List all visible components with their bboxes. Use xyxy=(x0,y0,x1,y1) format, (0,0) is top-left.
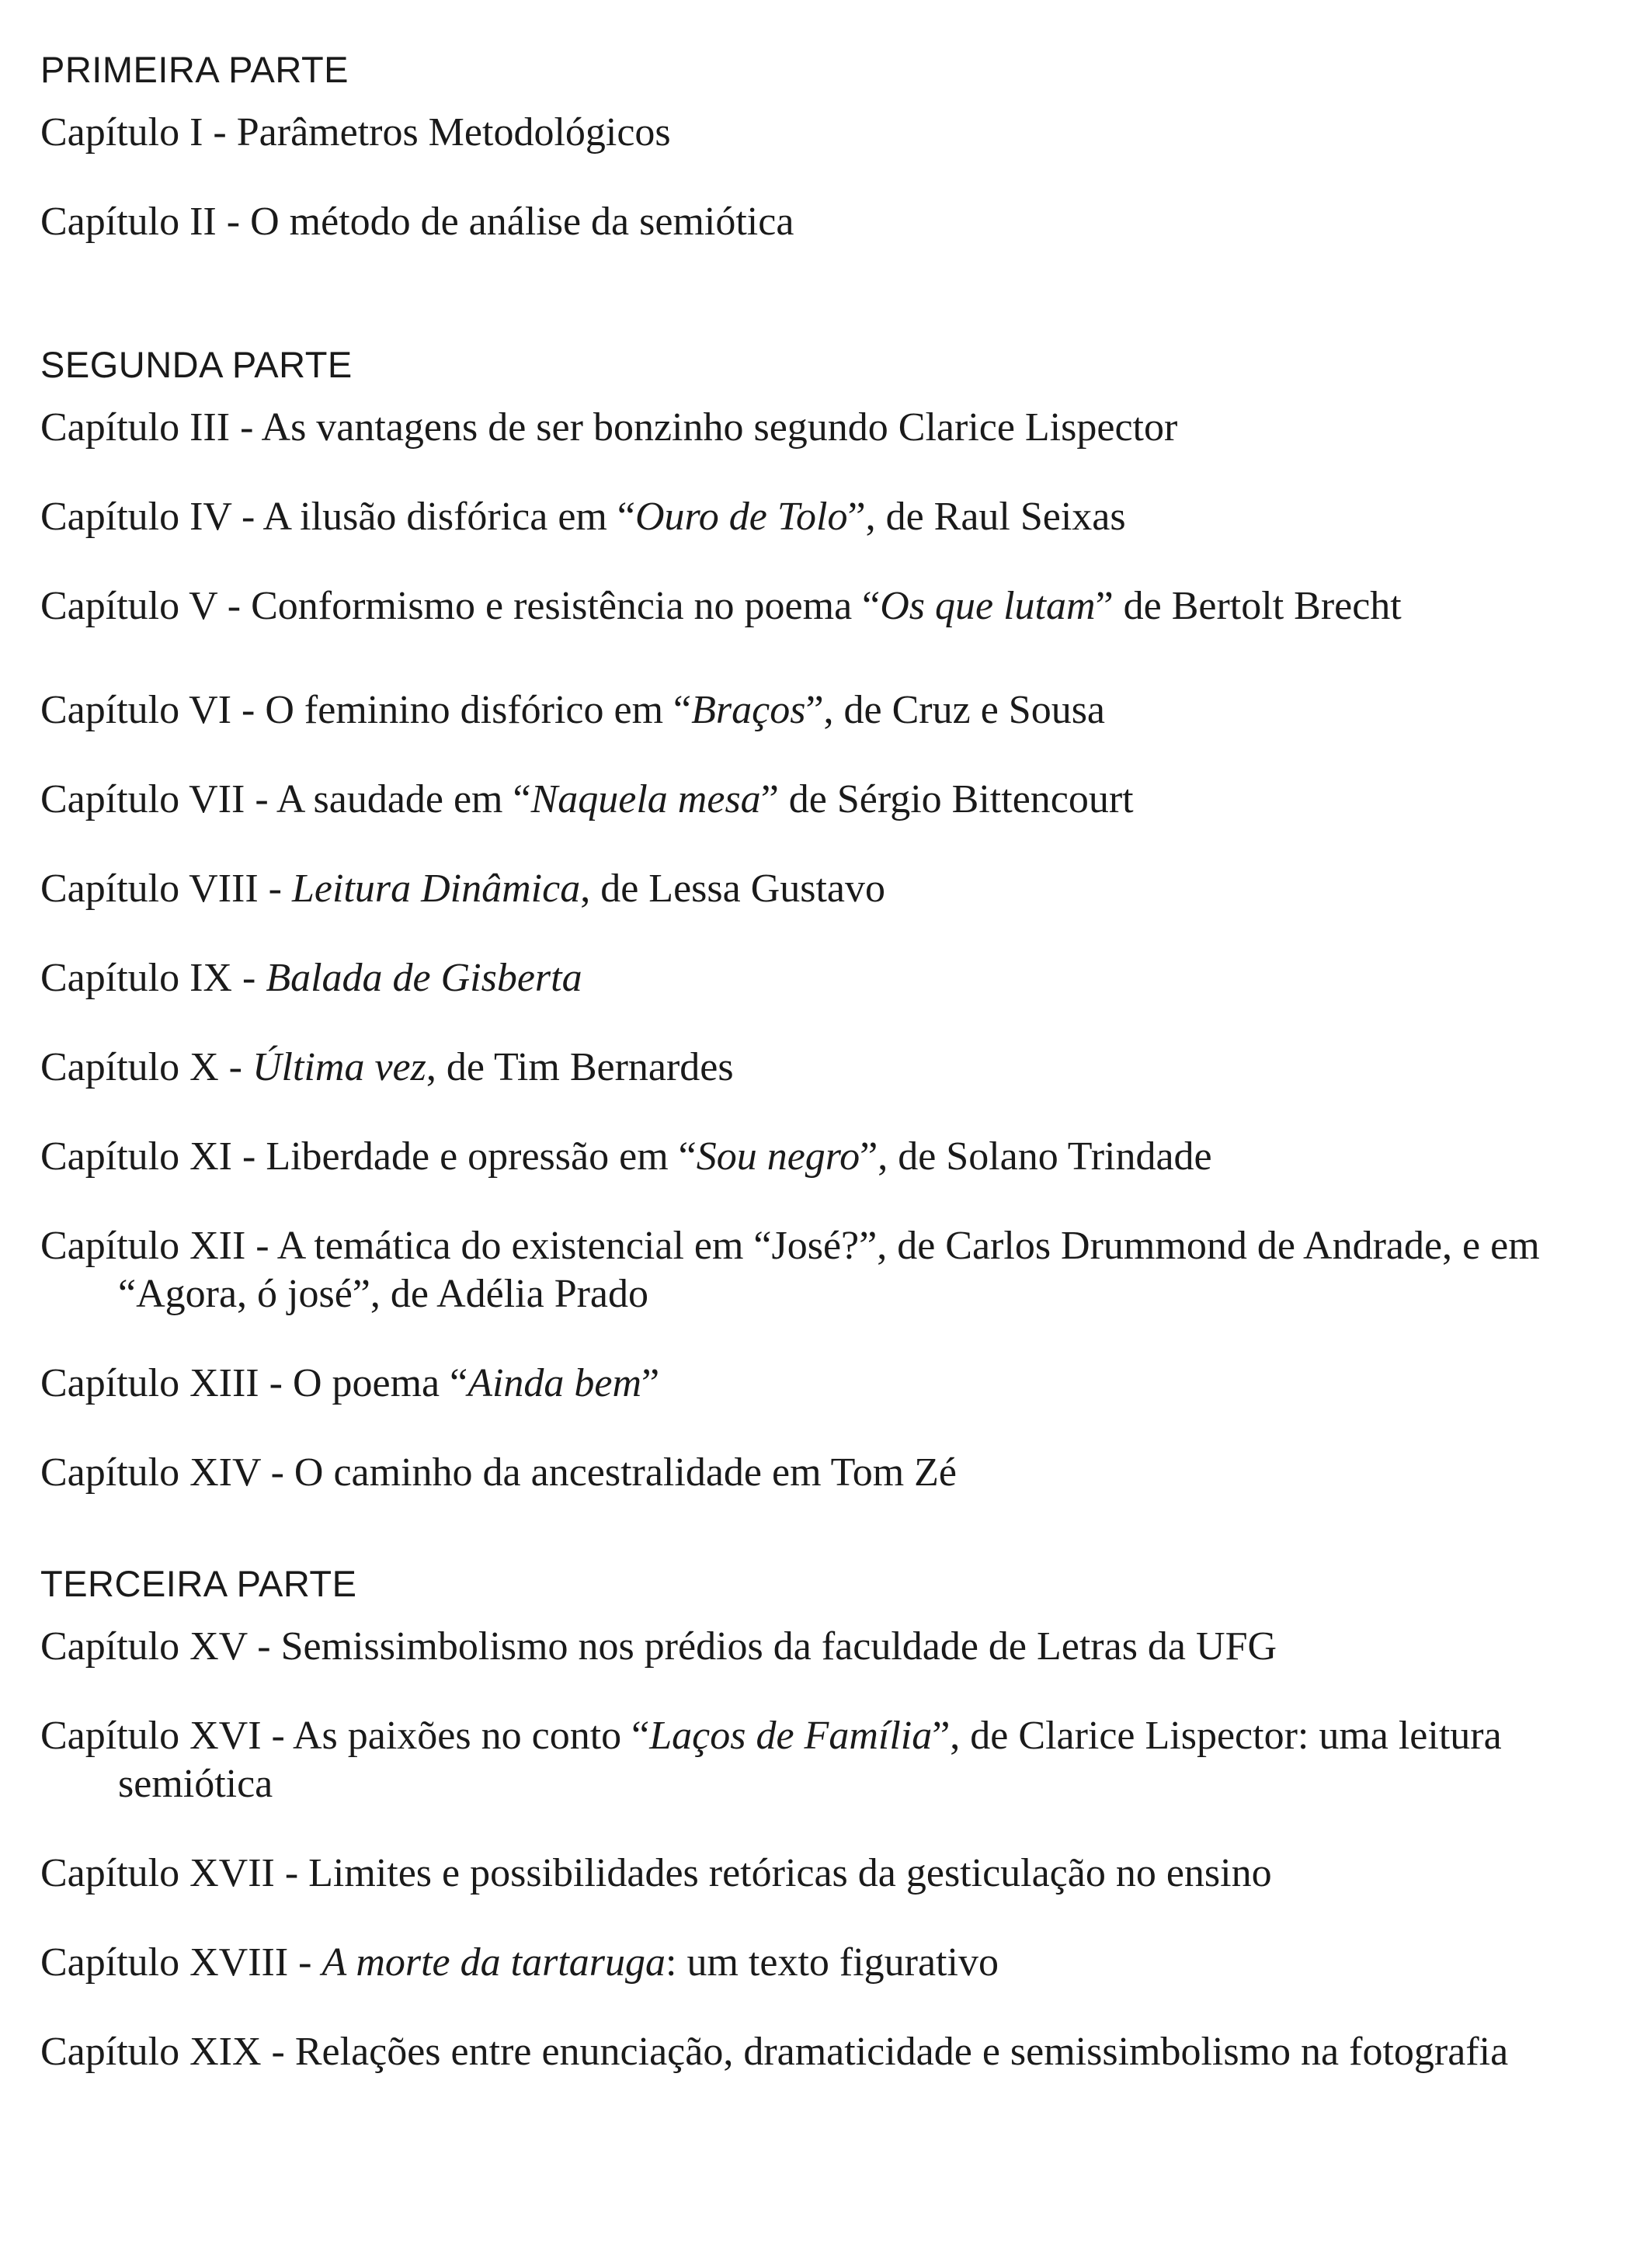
part-heading: SEGUNDA PARTE xyxy=(40,344,353,385)
chapter-list xyxy=(40,1623,1625,2076)
chapter-title-text: As vantagens de ser bonzinho segundo Clarice Lispector xyxy=(261,405,1178,450)
chapter-title-italic: Ainda bem xyxy=(467,1361,642,1405)
table-of-contents xyxy=(40,40,1625,2076)
chapter-number: Capítulo VII xyxy=(40,777,245,821)
chapter-title-text: O feminino disfórico em “ xyxy=(265,688,692,732)
chapter-title-text: Liberdade e opressão em “ xyxy=(266,1134,697,1179)
chapter-entry xyxy=(40,865,1625,913)
chapter-separator: - xyxy=(259,1361,293,1405)
part-heading: PRIMEIRA PARTE xyxy=(40,49,349,90)
chapter-entry xyxy=(40,1044,1625,1092)
chapter-separator: - xyxy=(203,110,237,155)
chapter-separator: - xyxy=(231,956,266,1000)
part-section xyxy=(40,40,1625,335)
chapter-title-text: As paixões no conto “ xyxy=(292,1714,650,1758)
chapter-title-text: , de Tim Bernardes xyxy=(426,1045,734,1089)
chapter-title-text: ”, de Raul Seixas xyxy=(847,495,1126,539)
chapter-title-text: ” de Bertolt Brecht xyxy=(1095,584,1402,628)
chapter-number: Capítulo XIX xyxy=(40,2030,262,2074)
chapter-entry xyxy=(40,1623,1625,1671)
chapter-title-text: O poema “ xyxy=(292,1361,468,1405)
chapter-number: Capítulo V xyxy=(40,584,217,628)
chapter-title-text: O método de análise da semiótica xyxy=(250,200,794,244)
chapter-entry xyxy=(40,686,1625,735)
chapter-separator: - xyxy=(260,1450,294,1495)
chapter-number: Capítulo X xyxy=(40,1045,219,1089)
chapter-title-text: ”, de Clarice Lispector: uma leitura semiótica xyxy=(118,1714,1502,1806)
chapter-title-text: A saudade em “ xyxy=(276,777,531,821)
chapter-title-italic: Os que lutam xyxy=(880,584,1096,628)
chapter-list xyxy=(40,109,1625,246)
chapter-number: Capítulo II xyxy=(40,200,217,244)
chapter-title-italic: Última vez xyxy=(252,1045,426,1089)
chapter-title-text: : um texto figurativo xyxy=(666,1940,999,1985)
chapter-number: Capítulo VIII xyxy=(40,867,259,911)
chapter-list xyxy=(40,686,1625,1497)
chapter-entry xyxy=(40,582,1625,630)
chapter-title-text: Relações entre enunciação, dramaticidade e semissimbolismo na fotografia xyxy=(294,2030,1509,2074)
part-heading: TERCEIRA PARTE xyxy=(40,1563,357,1604)
chapter-separator: - xyxy=(261,1714,293,1758)
chapter-entry xyxy=(40,954,1625,1002)
chapter-number: Capítulo XV xyxy=(40,1624,248,1669)
chapter-title-italic: Balada de Gisberta xyxy=(266,956,582,1000)
chapter-title-italic: Sou negro xyxy=(696,1134,860,1179)
chapter-title-text: Limites e possibilidades retóricas da gesticulação no ensino xyxy=(308,1851,1272,1895)
chapter-entry xyxy=(40,1849,1625,1898)
chapter-number: Capítulo IV xyxy=(40,495,232,539)
chapter-entry xyxy=(40,2028,1625,2076)
chapter-separator: - xyxy=(216,200,251,244)
chapter-title-text: A ilusão disfórica em “ xyxy=(262,495,635,539)
part-section-continued xyxy=(40,686,1625,1497)
chapter-title-italic: Braços xyxy=(691,688,806,732)
chapter-title-text: ” xyxy=(641,1361,660,1405)
spacer xyxy=(40,1497,1625,1554)
chapter-title-text: Semissimbolismo nos prédios da faculdade de Letras da UFG xyxy=(280,1624,1277,1669)
chapter-separator: - xyxy=(231,1134,266,1179)
chapter-separator: - xyxy=(218,1045,252,1089)
chapter-entry xyxy=(40,1449,1625,1497)
chapter-separator: - xyxy=(245,777,276,821)
chapter-separator: - xyxy=(230,405,262,450)
chapter-number: Capítulo VI xyxy=(40,688,232,732)
chapter-title-italic: Leitura Dinâmica xyxy=(292,867,581,911)
chapter-entry xyxy=(40,1712,1625,1808)
chapter-separator: - xyxy=(258,867,292,911)
part-section xyxy=(40,335,1625,630)
chapter-entry xyxy=(40,1939,1625,1987)
chapter-entry xyxy=(40,198,1625,246)
chapter-title-italic: A morte da tartaruga xyxy=(322,1940,666,1985)
chapter-separator: - xyxy=(261,2030,295,2074)
chapter-number: Capítulo XVI xyxy=(40,1714,262,1758)
chapter-number: Capítulo XVII xyxy=(40,1851,275,1895)
chapter-separator: - xyxy=(288,1940,322,1985)
chapter-separator: - xyxy=(231,688,266,732)
chapter-number: Capítulo XIV xyxy=(40,1450,261,1495)
chapter-separator: - xyxy=(217,584,252,628)
chapter-number: Capítulo I xyxy=(40,110,203,155)
chapter-title-text: O caminho da ancestralidade em Tom Zé xyxy=(294,1450,957,1495)
chapter-entry xyxy=(40,776,1625,824)
chapter-separator: - xyxy=(231,495,263,539)
chapter-number: Capítulo XII xyxy=(40,1224,246,1268)
chapter-title-text: ”, de Cruz e Sousa xyxy=(805,688,1106,732)
chapter-entry xyxy=(40,1222,1625,1318)
chapter-title-text: Conformismo e resistência no poema “ xyxy=(251,584,881,628)
chapter-title-italic: Ouro de Tolo xyxy=(634,495,848,539)
chapter-title-italic: Naquela mesa xyxy=(530,777,761,821)
part-section xyxy=(40,1554,1625,2076)
spacer xyxy=(40,630,1625,677)
chapter-list xyxy=(40,404,1625,630)
chapter-entry xyxy=(40,493,1625,541)
chapter-title-italic: Laços de Família xyxy=(649,1714,933,1758)
chapter-title-text: ”, de Solano Trindade xyxy=(860,1134,1212,1179)
chapter-title-text: , de Lessa Gustavo xyxy=(580,867,886,911)
chapter-entry xyxy=(40,1133,1625,1181)
chapter-separator: - xyxy=(247,1624,281,1669)
chapter-title-text: A temática do existencial em “José?”, de Carlos Drummond de Andrade, e em “Agora, ó josé”, de Adélia Prado xyxy=(118,1224,1540,1316)
chapter-title-text: Parâmetros Metodológicos xyxy=(236,110,671,155)
chapter-number: Capítulo IX xyxy=(40,956,232,1000)
chapter-entry xyxy=(40,1360,1625,1408)
chapter-number: Capítulo XVIII xyxy=(40,1940,289,1985)
chapter-entry xyxy=(40,109,1625,157)
chapter-separator: - xyxy=(274,1851,309,1895)
chapter-number: Capítulo III xyxy=(40,405,231,450)
chapter-separator: - xyxy=(245,1224,277,1268)
chapter-number: Capítulo XIII xyxy=(40,1361,259,1405)
chapter-entry xyxy=(40,404,1625,452)
chapter-title-text: ” de Sérgio Bittencourt xyxy=(760,777,1134,821)
chapter-number: Capítulo XI xyxy=(40,1134,232,1179)
